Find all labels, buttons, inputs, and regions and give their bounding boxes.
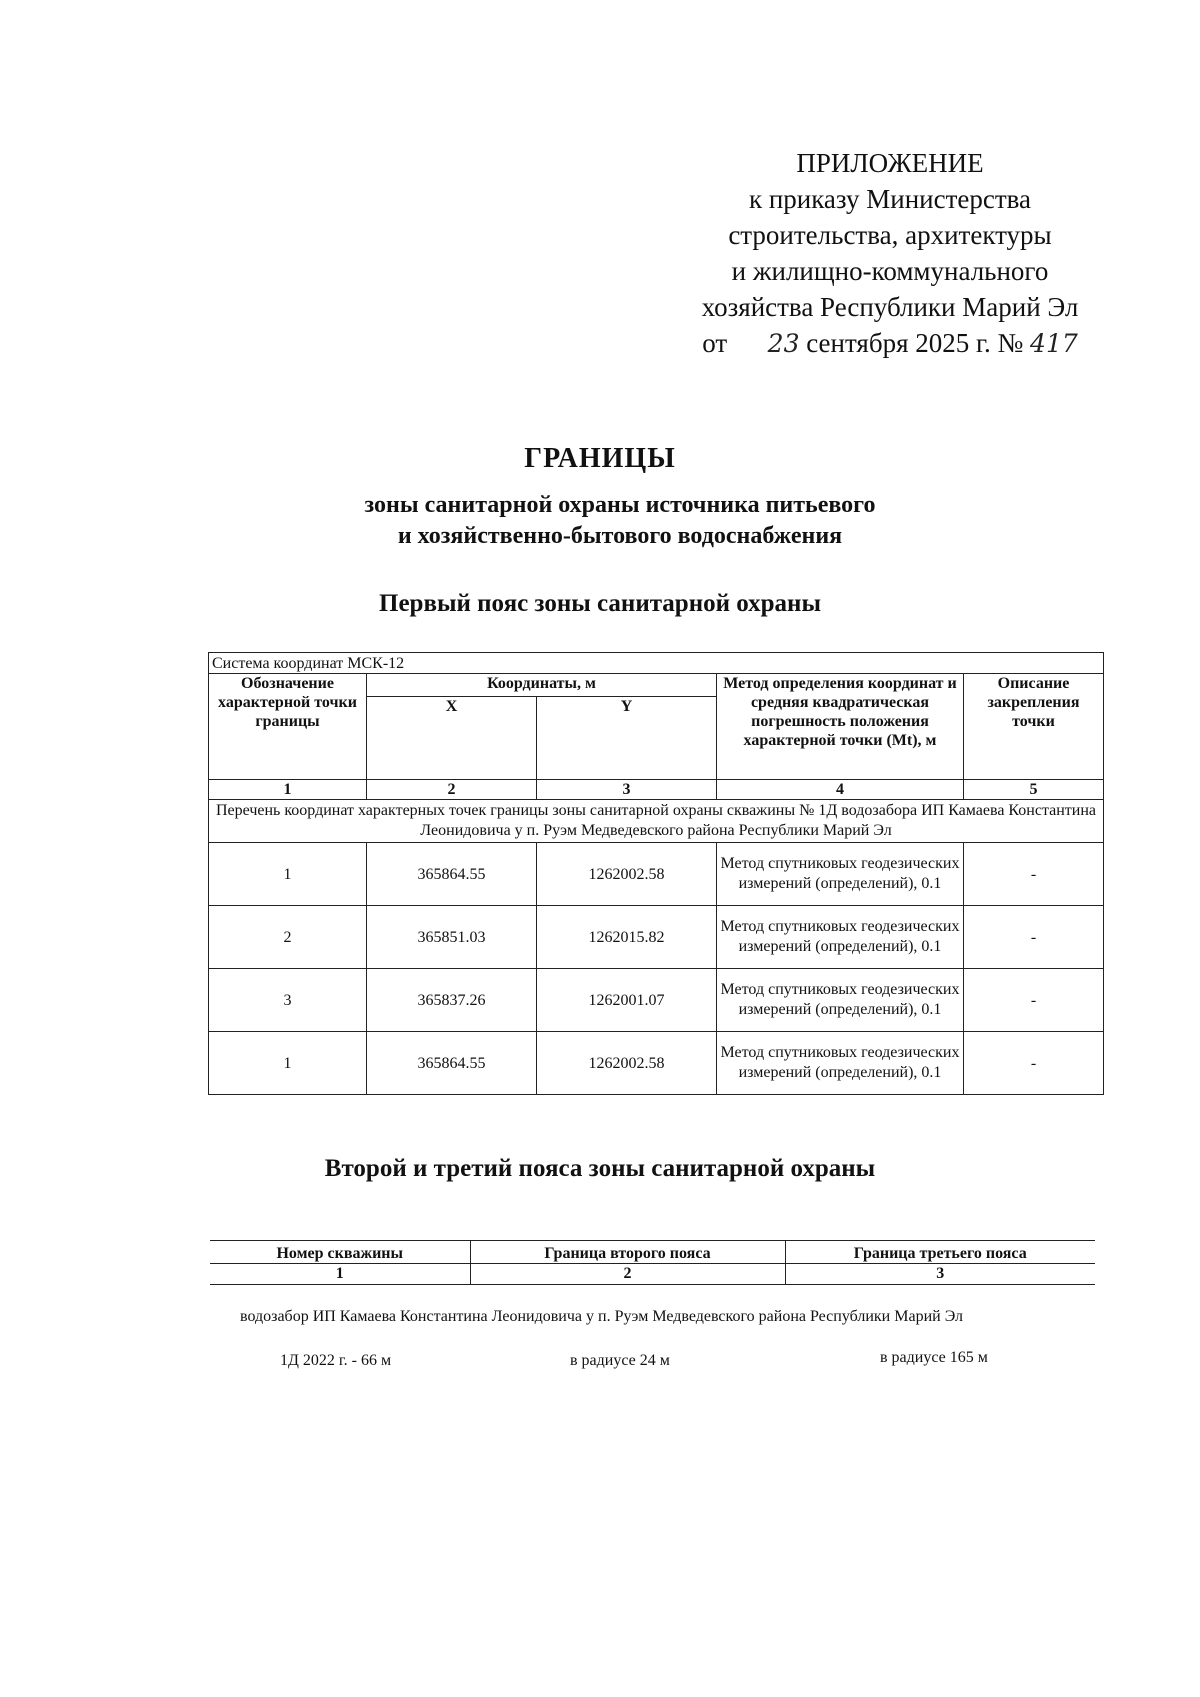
well-field-caption: водозабор ИП Камаева Константина Леонидовича у п. Руэм Медведевского района Республики Марий Эл (240, 1308, 964, 1325)
header-second-belt: Граница второго пояса (470, 1241, 785, 1264)
document-title: ГРАНИЦЫ (524, 443, 676, 474)
belts-table (210, 1240, 1095, 1285)
table-row (209, 843, 1104, 906)
appendix-line: к приказу Министерства (748, 184, 1032, 214)
subtitle-line: и хозяйственно-бытового водоснабжения (397, 523, 843, 549)
well-number: 1Д 2022 г. - 66 м (280, 1352, 392, 1369)
third-belt-value: в радиусе 165 м (880, 1349, 988, 1366)
column-number: 4 (717, 780, 964, 800)
coord-y: 1262015.82 (537, 906, 717, 969)
table-row (209, 906, 1104, 969)
method: Метод спутниковых геодезических измерений (определений), 0.1 (717, 906, 964, 969)
coord-system: Система координат МСК-12 (209, 653, 1104, 674)
point-id: 1 (209, 843, 367, 906)
column-number: 1 (210, 1264, 470, 1285)
date-prefix: от (702, 328, 728, 358)
coord-y: 1262002.58 (537, 843, 717, 906)
coord-y: 1262001.07 (537, 969, 717, 1032)
appendix-line: и жилищно-коммунального (731, 256, 1049, 286)
header-coords: Координаты, м (367, 674, 717, 697)
header-y: Y (537, 697, 717, 780)
column-number: 3 (537, 780, 717, 800)
second-belt-value: в радиусе 24 м (570, 1352, 670, 1369)
coord-y: 1262002.58 (537, 1032, 717, 1095)
table-row (209, 1032, 1104, 1095)
appendix-line: хозяйства Республики Марий Эл (701, 292, 1079, 322)
handwritten-number: 417 (1030, 329, 1078, 358)
point-id: 2 (209, 906, 367, 969)
method: Метод спутниковых геодезических измерений (определений), 0.1 (717, 1032, 964, 1095)
belt23-heading: Второй и третий пояса зоны санитарной охраны (324, 1155, 876, 1182)
subtitle-line: зоны санитарной охраны источника питьевого (364, 492, 876, 518)
order-date-line (680, 325, 1100, 362)
coord-x: 365851.03 (367, 906, 537, 969)
coordinates-table (208, 652, 1104, 1095)
date-rest: сентября 2025 г. № (806, 328, 1024, 358)
column-number: 2 (470, 1264, 785, 1285)
column-number: 2 (367, 780, 537, 800)
description: - (964, 843, 1104, 906)
appendix-title: ПРИЛОЖЕНИЕ (796, 148, 984, 178)
header-point: Обозначение характерной точки границы (209, 674, 367, 780)
method: Метод спутниковых геодезических измерений (определений), 0.1 (717, 843, 964, 906)
belt1-heading: Первый пояс зоны санитарной охраны (379, 590, 821, 617)
column-number: 1 (209, 780, 367, 800)
coord-x: 365864.55 (367, 1032, 537, 1095)
table-row (209, 969, 1104, 1032)
description: - (964, 906, 1104, 969)
appendix-line: строительства, архитектуры (728, 220, 1052, 250)
column-number: 5 (964, 780, 1104, 800)
header-x: X (367, 697, 537, 780)
table-caption: Перечень координат характерных точек границы зоны санитарной охраны скважины № 1Д водозабора ИП Камаева Константина Леонидовича у п. Руэм Медведевского района Республики Марий Эл (209, 800, 1104, 843)
column-number: 3 (785, 1264, 1095, 1285)
handwritten-day: 23 (767, 329, 800, 358)
description: - (964, 969, 1104, 1032)
header-third-belt: Граница третьего пояса (785, 1241, 1095, 1264)
coord-x: 365837.26 (367, 969, 537, 1032)
coord-x: 365864.55 (367, 843, 537, 906)
header-method: Метод определения координат и средняя квадратическая погрешность положения характерной точки (Mt), м (717, 674, 964, 780)
method: Метод спутниковых геодезических измерений (определений), 0.1 (717, 969, 964, 1032)
document-subtitle (300, 490, 940, 552)
appendix-header (680, 145, 1100, 362)
header-well: Номер скважины (210, 1241, 470, 1264)
description: - (964, 1032, 1104, 1095)
point-id: 3 (209, 969, 367, 1032)
point-id: 1 (209, 1032, 367, 1095)
header-description: Описание закрепления точки (964, 674, 1104, 780)
